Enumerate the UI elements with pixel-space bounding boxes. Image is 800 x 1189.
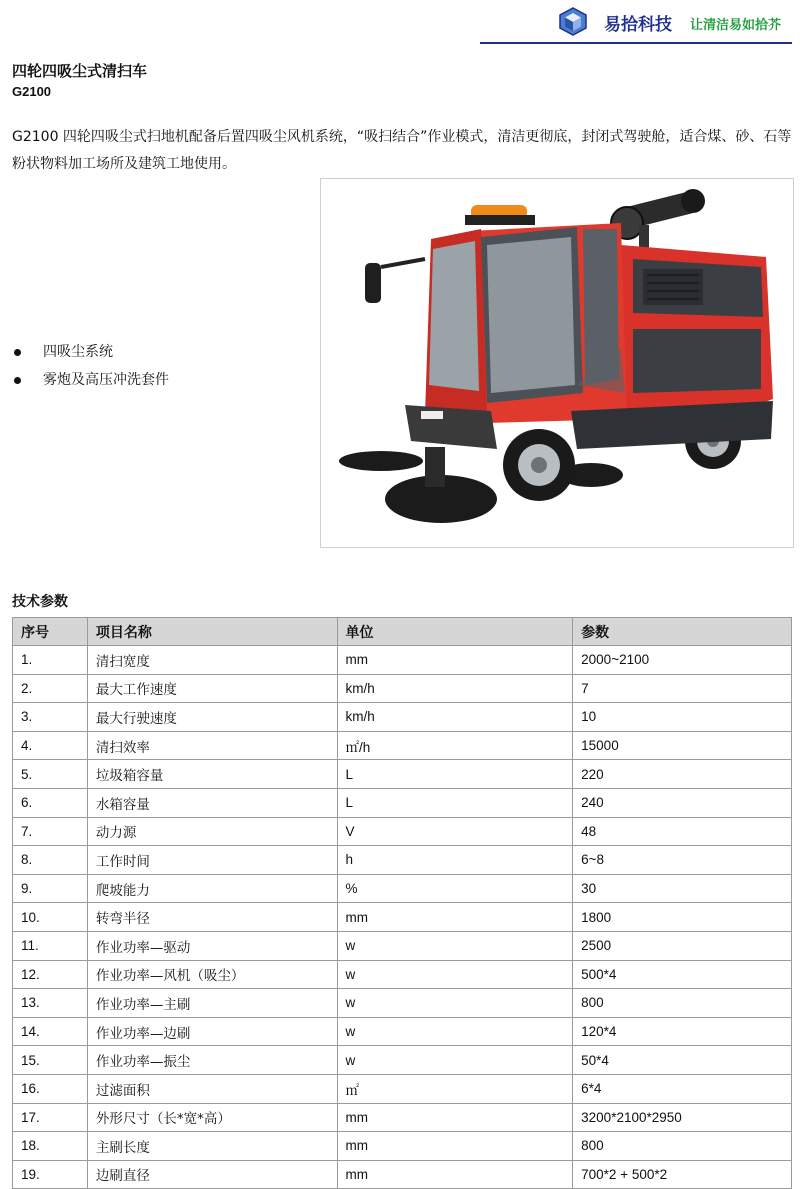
cell-item: 作业功率—驱动 bbox=[87, 931, 337, 960]
cell-unit: mm bbox=[337, 903, 573, 932]
table-row bbox=[13, 760, 792, 789]
cell-unit: L bbox=[337, 788, 573, 817]
cell-index: 9. bbox=[13, 874, 88, 903]
cell-value: 10 bbox=[573, 703, 792, 732]
cell-index: 19. bbox=[13, 1160, 88, 1189]
cell-value: 48 bbox=[573, 817, 792, 846]
page-header bbox=[0, 0, 800, 44]
product-title: 四轮四吸尘式清扫车 bbox=[12, 62, 148, 80]
cell-value: 30 bbox=[573, 874, 792, 903]
cell-item: 边刷直径 bbox=[87, 1160, 337, 1189]
cell-value: 2000~2100 bbox=[573, 646, 792, 675]
cell-value: 50*4 bbox=[573, 1046, 792, 1075]
product-model: G2100 bbox=[12, 84, 52, 99]
cell-value: 500*4 bbox=[573, 960, 792, 989]
specs-table-body bbox=[13, 646, 792, 1189]
cell-item: 清扫宽度 bbox=[87, 646, 337, 675]
feature-label: 四吸尘系统 bbox=[43, 344, 113, 360]
cell-unit: ㎡/h bbox=[337, 731, 573, 760]
cell-index: 12. bbox=[13, 960, 88, 989]
cell-item: 工作时间 bbox=[87, 846, 337, 875]
feature-list bbox=[12, 338, 169, 394]
cell-index: 14. bbox=[13, 1017, 88, 1046]
cell-item: 主刷长度 bbox=[87, 1132, 337, 1161]
cell-index: 6. bbox=[13, 788, 88, 817]
cell-unit: V bbox=[337, 817, 573, 846]
cell-index: 1. bbox=[13, 646, 88, 675]
cell-index: 16. bbox=[13, 1074, 88, 1103]
table-row bbox=[13, 674, 792, 703]
cell-unit: km/h bbox=[337, 674, 573, 703]
cell-item: 过滤面积 bbox=[87, 1074, 337, 1103]
cell-value: 700*2 + 500*2 bbox=[573, 1160, 792, 1189]
cell-index: 15. bbox=[13, 1046, 88, 1075]
cell-value: 3200*2100*2950 bbox=[573, 1103, 792, 1132]
cell-value: 2500 bbox=[573, 931, 792, 960]
cell-unit: mm bbox=[337, 1132, 573, 1161]
specs-title: 技术参数 bbox=[12, 594, 68, 610]
cell-value: 1800 bbox=[573, 903, 792, 932]
product-photo bbox=[320, 178, 794, 548]
cell-unit: km/h bbox=[337, 703, 573, 732]
table-row bbox=[13, 788, 792, 817]
cell-value: 120*4 bbox=[573, 1017, 792, 1046]
cell-item: 爬坡能力 bbox=[87, 874, 337, 903]
feature-item bbox=[12, 338, 169, 366]
table-row bbox=[13, 1103, 792, 1132]
cell-unit: mm bbox=[337, 1160, 573, 1189]
brand-name: 易拾科技 bbox=[604, 15, 672, 35]
cell-item: 作业功率—振尘 bbox=[87, 1046, 337, 1075]
cell-item: 最大工作速度 bbox=[87, 674, 337, 703]
cell-unit: L bbox=[337, 760, 573, 789]
cell-item: 作业功率—边刷 bbox=[87, 1017, 337, 1046]
cell-item: 转弯半径 bbox=[87, 903, 337, 932]
specs-table bbox=[12, 617, 792, 1189]
brand-slogan: 让清洁易如拾芥 bbox=[690, 18, 782, 33]
cell-value: 800 bbox=[573, 989, 792, 1018]
cell-unit: % bbox=[337, 874, 573, 903]
table-row bbox=[13, 703, 792, 732]
column-header-value: 参数 bbox=[573, 618, 792, 646]
cell-unit: w bbox=[337, 989, 573, 1018]
cell-unit: mm bbox=[337, 646, 573, 675]
cell-index: 8. bbox=[13, 846, 88, 875]
header-divider bbox=[480, 42, 792, 44]
feature-item bbox=[12, 366, 169, 394]
cell-item: 最大行驶速度 bbox=[87, 703, 337, 732]
table-row bbox=[13, 817, 792, 846]
cell-value: 220 bbox=[573, 760, 792, 789]
cell-index: 5. bbox=[13, 760, 88, 789]
cell-index: 7. bbox=[13, 817, 88, 846]
column-header-index: 序号 bbox=[13, 618, 88, 646]
table-row bbox=[13, 1017, 792, 1046]
cell-value: 240 bbox=[573, 788, 792, 817]
cell-value: 7 bbox=[573, 674, 792, 703]
street-sweeper-vehicle-icon bbox=[321, 179, 793, 547]
cell-item: 作业功率—主刷 bbox=[87, 989, 337, 1018]
table-row bbox=[13, 1160, 792, 1189]
table-row bbox=[13, 1074, 792, 1103]
bullet-icon bbox=[14, 349, 21, 356]
feature-label: 雾炮及高压冲洗套件 bbox=[43, 372, 169, 388]
table-row bbox=[13, 931, 792, 960]
table-row bbox=[13, 846, 792, 875]
table-row bbox=[13, 903, 792, 932]
bullet-icon bbox=[14, 377, 21, 384]
cell-unit: mm bbox=[337, 1103, 573, 1132]
hexagon-cube-logo-icon bbox=[556, 6, 590, 36]
table-row bbox=[13, 960, 792, 989]
cell-item: 垃圾箱容量 bbox=[87, 760, 337, 789]
cell-index: 11. bbox=[13, 931, 88, 960]
cell-item: 水箱容量 bbox=[87, 788, 337, 817]
table-row bbox=[13, 731, 792, 760]
cell-value: 15000 bbox=[573, 731, 792, 760]
product-description: G2100 四轮四吸尘式扫地机配备后置四吸尘风机系统，“吸扫结合”作业模式，清洁更彻底，封闭式驾驶舱，适合煤、砂、石等粉状物料加工场所及建筑工地使用。 bbox=[12, 129, 792, 172]
cell-item: 清扫效率 bbox=[87, 731, 337, 760]
cell-index: 10. bbox=[13, 903, 88, 932]
cell-unit: ㎡ bbox=[337, 1074, 573, 1103]
column-header-item: 项目名称 bbox=[87, 618, 337, 646]
table-row bbox=[13, 989, 792, 1018]
cell-index: 4. bbox=[13, 731, 88, 760]
cell-unit: w bbox=[337, 931, 573, 960]
cell-unit: w bbox=[337, 1046, 573, 1075]
cell-unit: w bbox=[337, 1017, 573, 1046]
cell-index: 18. bbox=[13, 1132, 88, 1161]
cell-value: 6~8 bbox=[573, 846, 792, 875]
table-row bbox=[13, 1132, 792, 1161]
column-header-unit: 单位 bbox=[337, 618, 573, 646]
cell-value: 6*4 bbox=[573, 1074, 792, 1103]
cell-unit: h bbox=[337, 846, 573, 875]
cell-index: 3. bbox=[13, 703, 88, 732]
table-header-row bbox=[13, 618, 792, 646]
cell-unit: w bbox=[337, 960, 573, 989]
cell-index: 2. bbox=[13, 674, 88, 703]
cell-item: 外形尺寸（长*宽*高） bbox=[87, 1103, 337, 1132]
cell-item: 作业功率—风机（吸尘） bbox=[87, 960, 337, 989]
cell-item: 动力源 bbox=[87, 817, 337, 846]
table-row bbox=[13, 1046, 792, 1075]
cell-index: 17. bbox=[13, 1103, 88, 1132]
cell-value: 800 bbox=[573, 1132, 792, 1161]
table-row bbox=[13, 874, 792, 903]
cell-index: 13. bbox=[13, 989, 88, 1018]
table-row bbox=[13, 646, 792, 675]
